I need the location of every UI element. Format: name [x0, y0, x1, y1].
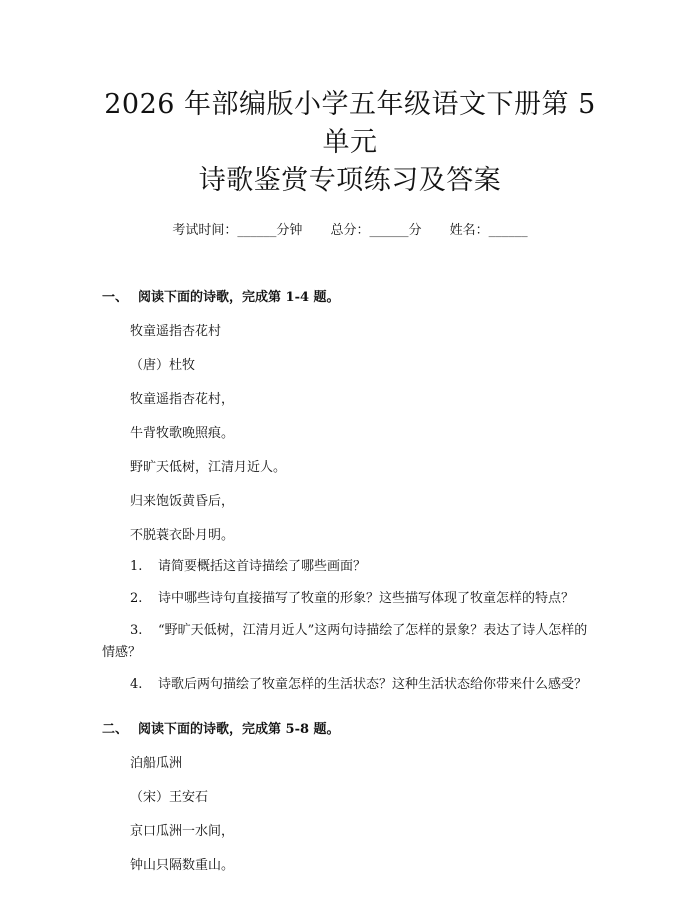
question-1: [102, 556, 598, 578]
poem-2: [102, 754, 598, 876]
poem-line: 钟山只隔数重山。: [130, 858, 235, 873]
poem-author: （唐）杜牧: [130, 358, 196, 373]
poem-line: 牧童遥指杏花村，: [130, 392, 235, 407]
question-text: 请简要概括这首诗描绘了哪些画面？: [158, 559, 367, 574]
poem-line: 不脱蓑衣卧月明。: [130, 528, 235, 543]
poem-line: 牛背牧歌晚照痕。: [130, 426, 235, 441]
question-text: 诗中哪些诗句直接描写了牧童的形象？这些描写体现了牧童怎样的特点？: [158, 591, 575, 606]
poem-1: [102, 322, 598, 546]
title-line-2: 诗歌鉴赏专项练习及答案: [198, 165, 502, 196]
poem-title: 泊船瓜洲: [130, 756, 183, 771]
section-number: 一、: [102, 290, 129, 305]
section-heading-text: 阅读下面的诗歌，完成第 5-8 题。: [138, 722, 340, 737]
question-text: “野旷天低树，江清月近人”这两句诗描绘了怎样的景象？表达了诗人怎样的情感？: [102, 623, 588, 660]
poem-author: （宋）王安石: [130, 790, 209, 805]
section-heading-text: 阅读下面的诗歌，完成第 1-4 题。: [138, 290, 340, 305]
exam-info: [102, 221, 598, 241]
question-number: 2.: [130, 591, 143, 606]
question-3: [102, 620, 598, 664]
question-4: [102, 674, 598, 696]
question-list: [102, 556, 598, 696]
question-number: 1.: [130, 559, 143, 574]
section-number: 二、: [102, 722, 129, 737]
poem-line: 野旷天低树，江清月近人。: [130, 460, 287, 475]
section-2-heading: [102, 720, 598, 740]
question-2: [102, 588, 598, 610]
question-text: 诗歌后两句描绘了牧童怎样的生活状态？这种生活状态给你带来什么感受？: [158, 677, 588, 692]
title-line-1: 2026 年部编版小学五年级语文下册第 5 单元: [104, 89, 596, 158]
student-name-field: 姓名：______: [449, 223, 528, 238]
poem-title: 牧童遥指杏花村: [130, 324, 222, 339]
poem-line: 归来饱饭黄昏后，: [130, 494, 235, 509]
document-title: [102, 0, 598, 200]
poem-line: 京口瓜洲一水间，: [130, 824, 235, 839]
total-score-field: 总分：______分: [330, 223, 422, 238]
section-1-heading: [102, 288, 598, 308]
question-number: 4.: [130, 677, 143, 692]
question-number: 3.: [130, 623, 143, 638]
exam-time-field: 考试时间：______分钟: [172, 223, 303, 238]
